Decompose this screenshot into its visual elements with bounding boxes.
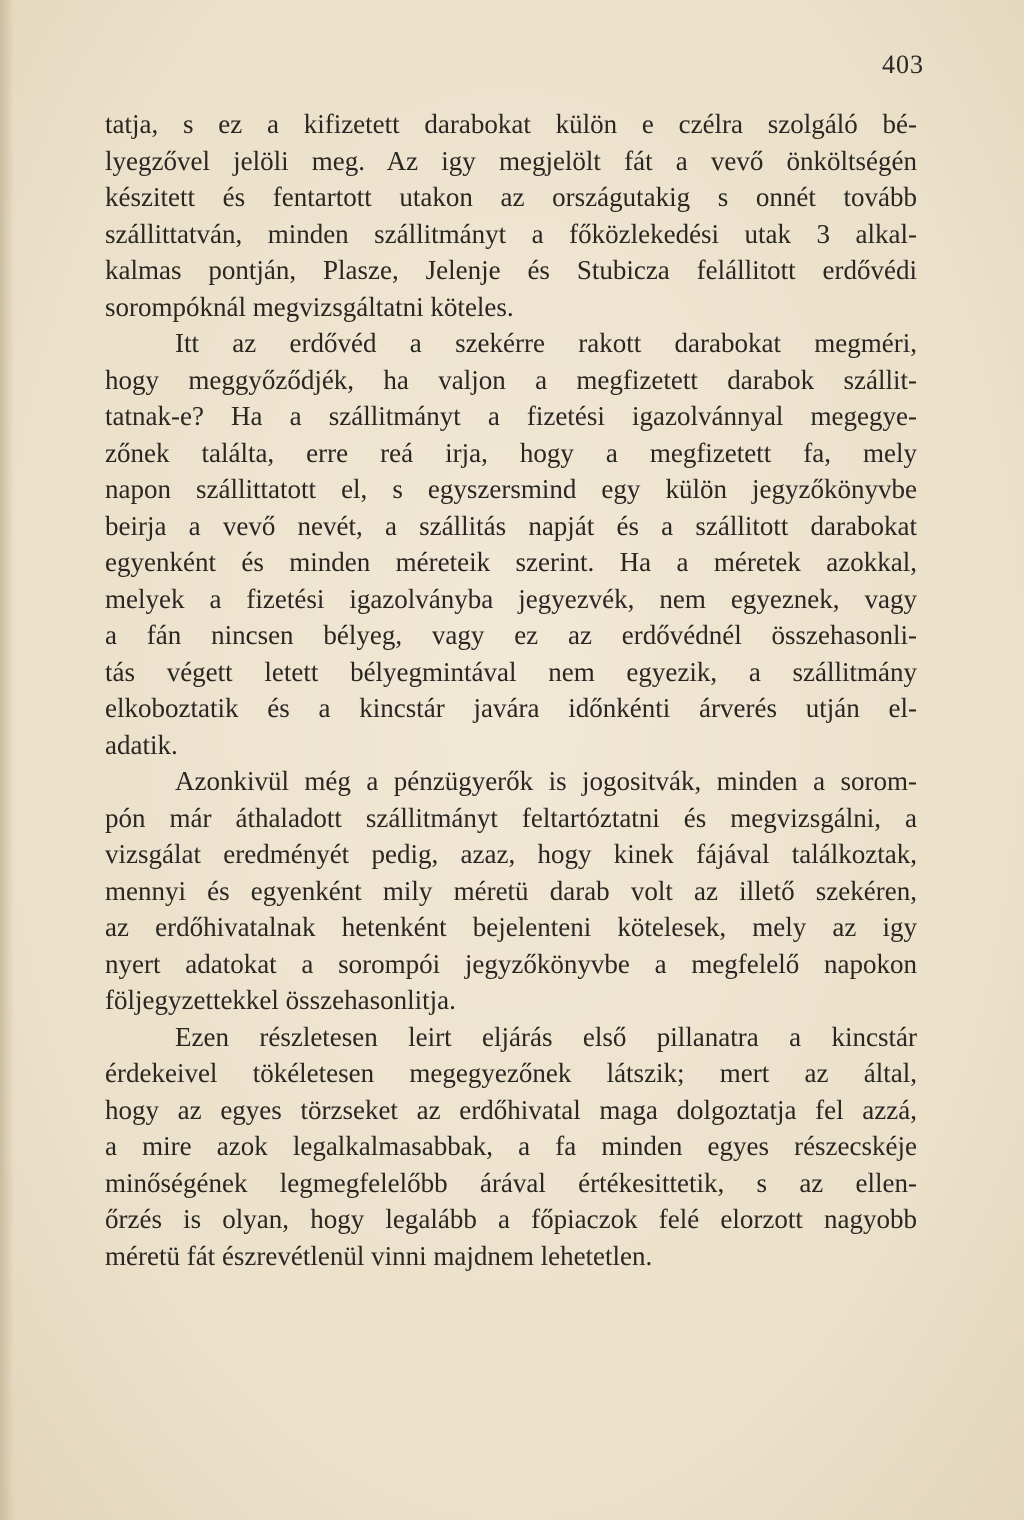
text-line: szállittatván, minden szállitmányt a főközlekedési utak 3 alkal-: [105, 218, 917, 249]
paragraph-first-line: Azonkivül még a pénzügyerők is jogositvák, minden a sorom-: [175, 766, 917, 796]
text-line: nyert adatokat a sorompói jegyzőkönyvbe a megfelelő napokon: [105, 948, 917, 979]
paragraph-first-line: Itt az erdővéd a szekérre rakott darabokat megméri,: [175, 328, 917, 358]
text-line: mennyi és egyenként mily méretü darab volt az illető szekéren,: [105, 875, 917, 906]
page-number: 403: [882, 50, 924, 79]
text-line: melyek a fizetési igazolványba jegyezvék, nem egyeznek, vagy: [105, 583, 917, 614]
text-line: följegyzettekkel összehasonlitja.: [105, 985, 456, 1015]
text-line: a mire azok legalkalmasabbak, a fa minden egyes részecskéje: [105, 1131, 917, 1161]
paragraph-first-line: Ezen részletesen leirt eljárás első pillanatra a kincstár: [175, 1021, 917, 1052]
binding-shadow: [0, 0, 14, 1520]
text-line: érdekeivel tökéletesen megegyezőnek látszik; mert az által,: [105, 1058, 917, 1088]
text-line: kalmas pontján, Plasze, Jelenje és Stubicza felállitott erdővédi: [105, 255, 917, 285]
text-line: zőnek találta, erre reá irja, hogy a megfizetett fa, mely: [105, 437, 917, 468]
text-line: minőségének legmegfelelőbb árával értékesittetik, s az ellen-: [105, 1167, 917, 1198]
text-line: adatik.: [105, 729, 178, 760]
text-line: elkoboztatik és a kincstár javára időnkénti árverés utján el-: [105, 693, 917, 723]
text-line: méretü fát észrevétlenül vinni majdnem lehetetlen.: [105, 1240, 653, 1271]
text-line: készitett és fentartott utakon az országutakig s onnét tovább: [105, 182, 917, 212]
text-line: pón már áthaladott szállitmányt feltartóztatni és megvizsgálni, a: [105, 802, 917, 833]
text-line: tatnak-e? Ha a szállitmányt a fizetési igazolvánnyal megegye-: [105, 401, 917, 431]
text-line: lyegzővel jelöli meg. Az igy megjelölt fát a vevő önköltségén: [105, 145, 917, 176]
text-line: az erdőhivatalnak hetenként bejelenteni kötelesek, mely az igy: [105, 912, 917, 942]
text-line: őrzés is olyan, hogy legalább a főpiaczok felé elorzott nagyobb: [105, 1204, 917, 1234]
body-text: [105, 106, 917, 1274]
text-line: napon szállittatott el, s egyszersmind egy külön jegyzőkönyvbe: [105, 474, 917, 504]
text-line: tatja, s ez a kifizetett darabokat külön e czélra szolgáló bé-: [105, 109, 917, 139]
text-line: hogy az egyes törzseket az erdőhivatal maga dolgoztatja fel azzá,: [105, 1094, 917, 1125]
text-line: vizsgálat eredményét pedig, azaz, hogy kinek fájával találkoztak,: [105, 839, 917, 869]
text-line: sorompóknál megvizsgáltatni köteles.: [105, 291, 514, 322]
text-line: tás végett letett bélyegmintával nem egyezik, a szállitmány: [105, 656, 917, 687]
text-line: beirja a vevő nevét, a szállitás napját és a szállitott darabokat: [105, 510, 917, 541]
text-line: egyenként és minden méreteik szerint. Ha a méretek azokkal,: [105, 547, 917, 577]
text-line: a fán nincsen bélyeg, vagy ez az erdővédnél összehasonli-: [105, 620, 917, 650]
text-line: hogy meggyőződjék, ha valjon a megfizetett darabok szállit-: [105, 364, 917, 395]
